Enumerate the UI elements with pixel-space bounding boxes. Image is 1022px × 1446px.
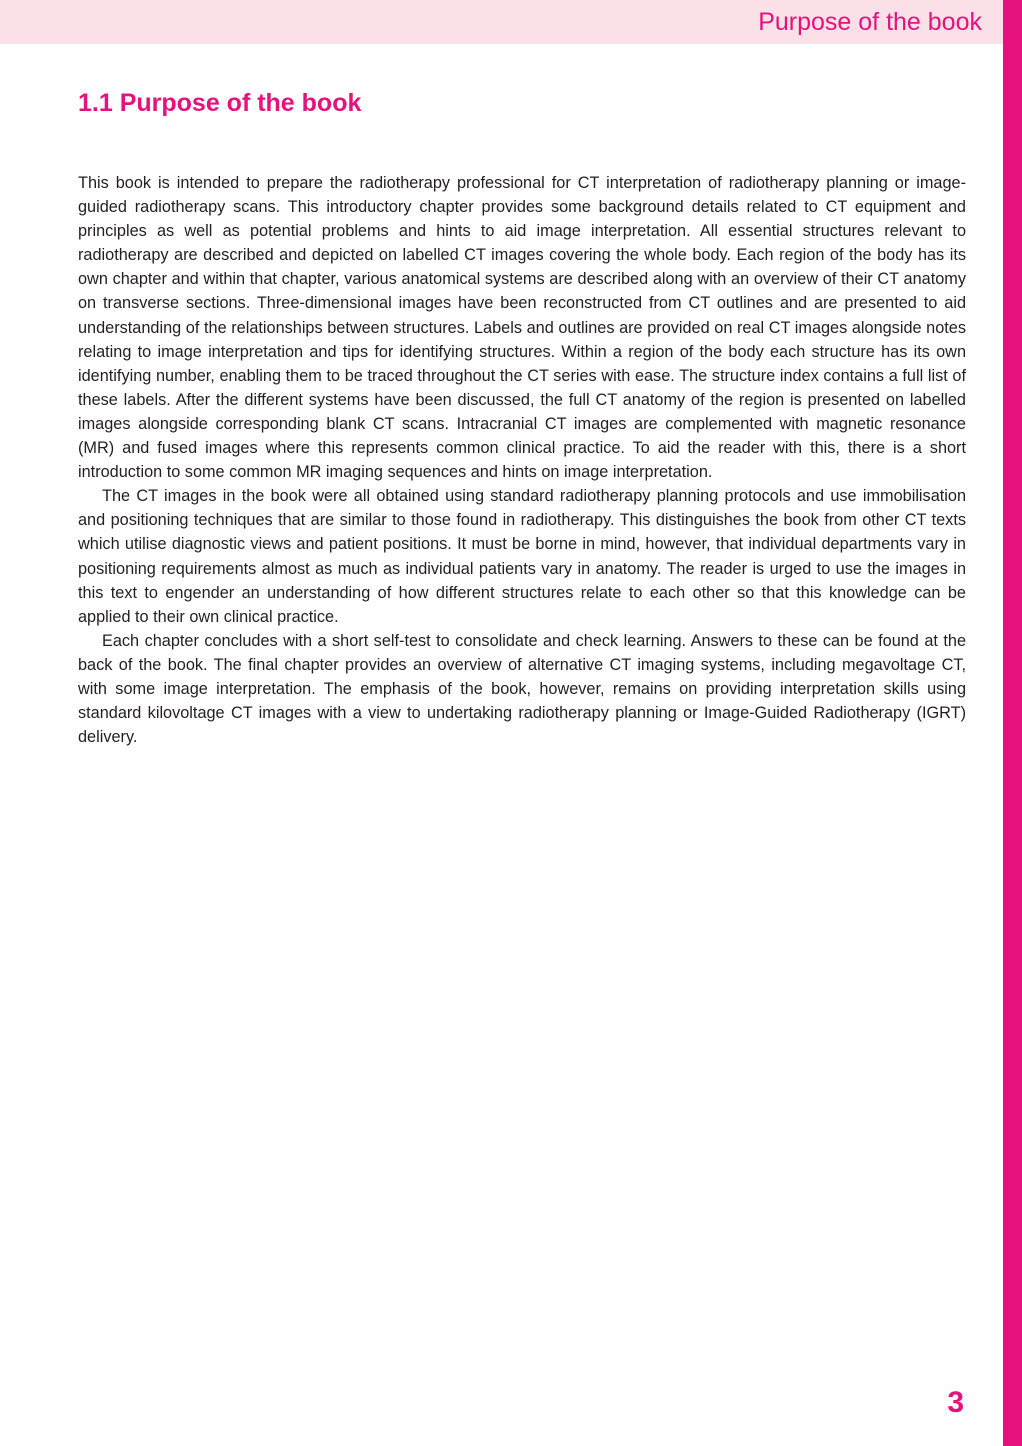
body-text	[78, 171, 966, 749]
page-number: 3	[947, 1386, 964, 1419]
paragraph: The CT images in the book were all obtained using standard radiotherapy planning protocols and use immobilisation and positioning techniques that are similar to those found in radiotherapy. This distinguishes the book from other CT texts which utilise diagnostic views and patient positions. It must be borne in mind, however, that individual departments vary in positioning requirements almost as much as individual patients vary in anatomy. The reader is urged to use the images in this text to engender an understanding of how different structures relate to each other so that this knowledge can be applied to their own clinical practice.	[78, 487, 966, 626]
running-head: Purpose of the book	[758, 8, 982, 36]
section-title: 1.1 Purpose of the book	[78, 89, 362, 117]
side-color-bar	[1003, 0, 1022, 1446]
paragraph: This book is intended to prepare the radiotherapy professional for CT interpretation of radiotherapy planning or image-guided radiotherapy scans. This introductory chapter provides some background details related to CT equipment and principles as well as potential problems and hints to aid image interpretation. All essential structures relevant to radiotherapy are described and depicted on labelled CT images covering the whole body. Each region of the body has its own chapter and within that chapter, various anatomical systems are described along with an overview of their CT anatomy on transverse sections. Three-dimensional images have been reconstructed from CT outlines and are presented to aid understanding of the relationships between structures. Labels and outlines are provided on real CT images alongside notes relating to image interpretation and tips for identifying structures. Within a region of the body each structure has its own identifying number, enabling them to be traced throughout the CT series with ease. The structure index contains a full list of these labels. After the different systems have been discussed, the full CT anatomy of the region is presented on labelled images alongside corresponding blank CT scans. Intracranial CT images are complemented with magnetic resonance (MR) and fused images where this represents common clinical practice. To aid the reader with this, there is a short introduction to some common MR imaging sequences and hints on image interpretation.	[78, 174, 966, 482]
paragraph: Each chapter concludes with a short self-test to consolidate and check learning. Answers to these can be found at the back of the book. The final chapter provides an overview of alternative CT imaging systems, including megavoltage CT, with some image interpretation. The emphasis of the book, however, remains on providing interpretation skills using standard kilovoltage CT images with a view to undertaking radiotherapy planning or Image-Guided Radiotherapy (IGRT) delivery.	[78, 631, 966, 747]
